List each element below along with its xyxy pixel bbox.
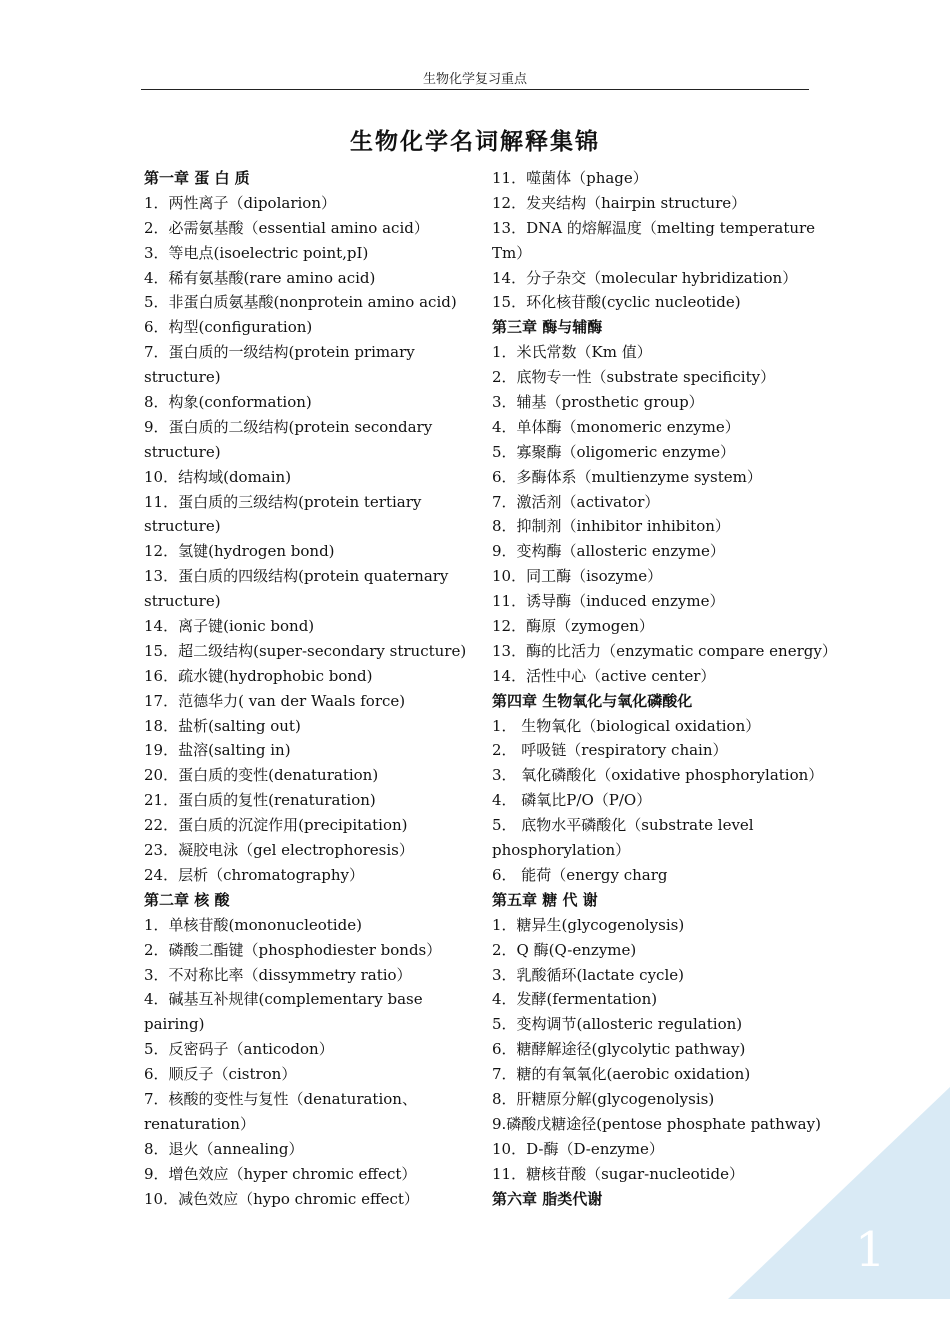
term-line: 19．盐溶(salting in) [144, 741, 291, 760]
term-line: 8．退火（annealing） [144, 1139, 304, 1158]
term-line: 2．底物专一性（substrate specificity） [492, 368, 776, 387]
term-line: 8．抑制剂（inhibitor inhibiton） [492, 517, 730, 536]
term-line: 11．诱导酶（induced enzyme） [492, 592, 725, 611]
term-line: 5． 底物水平磷酸化（substrate level [492, 816, 754, 835]
term-line: 8．肝糖原分解(glycogenolysis) [492, 1089, 715, 1108]
document-title: 生物化学名词解释集锦 [350, 128, 600, 155]
term-line: 6．顺反子（cistron） [144, 1065, 297, 1084]
term-line: pairing) [144, 1015, 205, 1034]
chapter-heading: 第六章 脂类代谢 [492, 1189, 603, 1208]
term-line: 4． 磷氧比P/O（P/O） [492, 791, 652, 810]
term-line: 2． 呼吸链（respiratory chain） [492, 741, 728, 760]
term-line: 12．氢键(hydrogen bond) [144, 542, 335, 561]
term-line: structure) [144, 517, 221, 536]
term-line: 6．构型(configuration) [144, 318, 313, 337]
term-line: 7．蛋白质的一级结构(protein primary [144, 343, 415, 362]
term-line: 5．寡聚酶（oligomeric enzyme） [492, 442, 736, 461]
term-line: 16．疏水键(hydrophobic bond) [144, 666, 373, 685]
chapter-heading: 第四章 生物氧化与氧化磷酸化 [492, 691, 693, 710]
term-line: renaturation） [144, 1114, 255, 1133]
term-line: 3．等电点(isoelectric point,pI) [144, 243, 369, 262]
term-line: phosphorylation） [492, 841, 631, 860]
term-line: 4．稀有氨基酸(rare amino acid) [144, 268, 376, 287]
term-line: structure) [144, 368, 221, 387]
term-line: 7．糖的有氧氧化(aerobic oxidation) [492, 1065, 751, 1084]
term-line: 10．减色效应（hypo chromic effect） [144, 1189, 419, 1208]
chapter-heading: 第二章 核 酸 [144, 890, 230, 909]
term-line: 18．盐析(salting out) [144, 716, 301, 735]
term-line: 3．乳酸循环(lactate cycle) [492, 965, 684, 984]
term-line: 4．单体酶（monomeric enzyme） [492, 417, 740, 436]
term-line: 9.磷酸戊糖途径(pentose phosphate pathway) [492, 1114, 821, 1133]
term-line: 5．变构调节(allosteric regulation) [492, 1015, 743, 1034]
left-column [144, 166, 484, 1211]
term-line: 7．激活剂（activator） [492, 492, 660, 511]
term-line: 7．核酸的变性与复性（denaturation、 [144, 1089, 417, 1108]
term-line: 5．反密码子（anticodon） [144, 1040, 334, 1059]
term-line: 8．构象(conformation) [144, 393, 312, 412]
right-column [492, 166, 837, 1211]
term-line: 2．必需氨基酸（essential amino acid） [144, 218, 429, 237]
term-line: 14．分子杂交（molecular hybridization） [492, 268, 798, 287]
term-line: structure) [144, 442, 221, 461]
term-line: 20．蛋白质的变性(denaturation) [144, 766, 379, 785]
term-line: 6． 能荷（energy charg [492, 865, 668, 884]
term-line: 12．发夹结构（hairpin structure） [492, 193, 747, 212]
term-line: 4．发酵(fermentation) [492, 990, 658, 1009]
term-line: 13．DNA 的熔解温度（melting temperature [492, 218, 816, 237]
term-line: 1．两性离子（dipolarion） [144, 193, 336, 212]
term-line: 10．D-酶（D-enzyme） [492, 1139, 664, 1158]
term-line: 11．蛋白质的三级结构(protein tertiary [144, 492, 422, 511]
term-line: 5．非蛋白质氨基酸(nonprotein amino acid) [144, 293, 457, 312]
term-line: 10．同工酶（isozyme） [492, 567, 663, 586]
running-header: 生物化学复习重点 [422, 72, 527, 87]
term-line: 9．增色效应（hyper chromic effect） [144, 1164, 417, 1183]
term-line: 24．层析（chromatography） [144, 865, 365, 884]
term-line: 12．酶原（zymogen） [492, 617, 654, 636]
term-line: 17．范德华力( van der Waals force) [144, 691, 406, 710]
term-line: 10．结构域(domain) [144, 467, 292, 486]
page-number: 1 [855, 1222, 886, 1278]
term-line: 2．磷酸二酯键（phosphodiester bonds） [144, 940, 442, 959]
term-line: 2．Q 酶(Q-enzyme) [492, 940, 637, 959]
term-line: 14．活性中心（active center） [492, 666, 716, 685]
term-line: 11．糖核苷酸（sugar-nucleotide） [492, 1164, 744, 1183]
term-line: 9．蛋白质的二级结构(protein secondary [144, 417, 433, 436]
chapter-heading: 第五章 糖 代 谢 [492, 890, 598, 909]
term-line: Tm） [492, 243, 532, 262]
term-line: 4．碱基互补规律(complementary base [144, 990, 423, 1009]
term-line: 14．离子键(ionic bond) [144, 617, 315, 636]
term-line: 1．米氏常数（Km 值） [492, 343, 652, 362]
chapter-heading: 第三章 酶与辅酶 [492, 318, 603, 337]
corner-decoration [728, 1087, 950, 1299]
term-line: 3．不对称比率（dissymmetry ratio） [144, 965, 412, 984]
term-line: 23．凝胶电泳（gel electrophoresis） [144, 841, 414, 860]
term-line: 22．蛋白质的沉淀作用(precipitation) [144, 816, 408, 835]
term-line: 15．环化核苷酸(cyclic nucleotide) [492, 293, 741, 312]
term-line: 13．酶的比活力（enzymatic compare energy） [492, 641, 837, 660]
chapter-heading: 第一章 蛋 白 质 [144, 169, 250, 187]
term-line: 11．噬菌体（phage） [492, 169, 648, 187]
term-line: 6．多酶体系（multienzyme system） [492, 467, 762, 486]
term-line: 15．超二级结构(super-secondary structure) [144, 641, 467, 660]
term-line: structure) [144, 592, 221, 611]
term-line: 9．变构酶（allosteric enzyme） [492, 542, 725, 561]
term-line: 3．辅基（prosthetic group） [492, 393, 704, 412]
header-rule [141, 89, 809, 90]
term-line: 1．单核苷酸(mononucleotide) [144, 915, 362, 934]
term-line: 1． 生物氧化（biological oxidation） [492, 716, 761, 735]
term-line: 1．糖异生(glycogenolysis) [492, 915, 685, 934]
term-line: 6．糖酵解途径(glycolytic pathway) [492, 1040, 746, 1059]
term-line: 21．蛋白质的复性(renaturation) [144, 791, 376, 810]
term-line: 3． 氧化磷酸化（oxidative phosphorylation） [492, 766, 824, 785]
term-line: 13．蛋白质的四级结构(protein quaternary [144, 567, 449, 586]
